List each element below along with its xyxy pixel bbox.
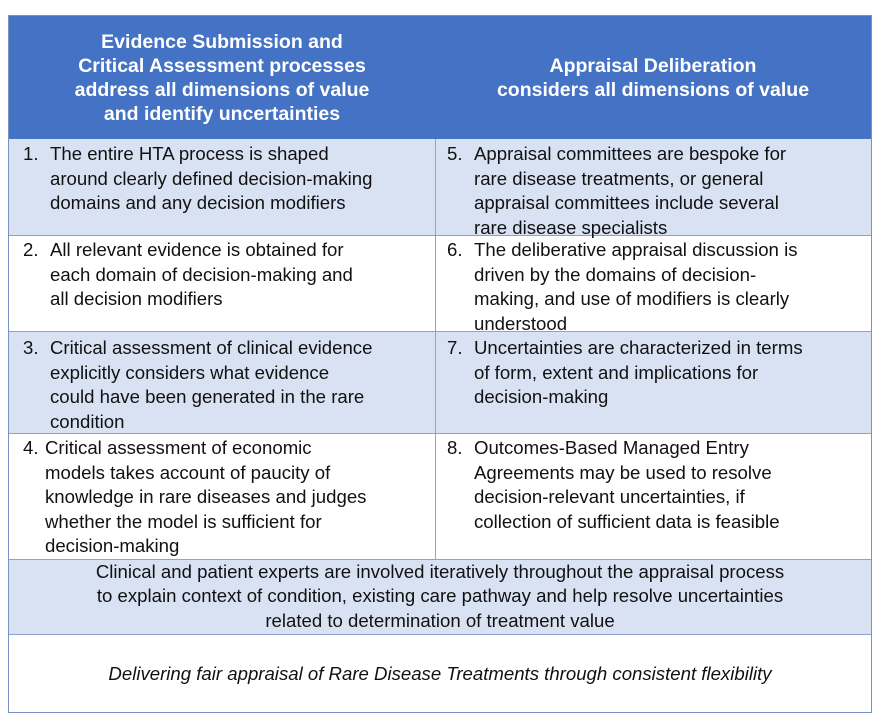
note-line: related to determination of treatment value	[265, 609, 615, 631]
header-appraisal-deliberation	[435, 16, 871, 139]
item-text-line: whether the model is sufficient for	[45, 510, 322, 532]
list-item-3	[23, 336, 429, 432]
item-text-line: rare disease specialists	[474, 216, 668, 238]
item-text-line: condition	[50, 410, 125, 432]
item-text-line: decision-making	[45, 535, 180, 556]
framework-table	[8, 15, 872, 713]
list-item-7	[447, 336, 867, 432]
item-number: 1.	[23, 143, 39, 164]
list-item-1	[23, 142, 429, 232]
item-number: 7.	[447, 337, 463, 358]
item-text-line: Critical assessment of economic	[45, 437, 312, 458]
header-line: Critical Assessment processes	[78, 54, 366, 77]
item-text-line: could have been generated in the rare	[50, 386, 365, 407]
item-text-line: Agreements may be used to resolve	[474, 461, 772, 483]
expert-involvement-note	[9, 559, 871, 634]
item-text-line: All relevant evidence is obtained for	[50, 239, 344, 260]
note-line: to explain context of condition, existing care pathway and help resolve uncertainties	[96, 585, 784, 607]
item-number: 6.	[447, 239, 463, 260]
header-line: Evidence Submission and	[101, 30, 343, 53]
list-item-8	[447, 436, 867, 558]
list-item-2	[23, 238, 429, 328]
item-text-line: domains and any decision modifiers	[50, 192, 346, 213]
header-line: Appraisal Deliberation	[549, 54, 757, 77]
item-text-line: driven by the domains of decision-	[474, 263, 757, 285]
item-text-line: decision-making	[474, 386, 609, 407]
item-number: 5.	[447, 143, 463, 164]
list-item-6	[447, 238, 867, 334]
header-line: and identify uncertainties	[103, 102, 341, 125]
header-evidence-submission	[9, 16, 435, 139]
item-number: 4.	[23, 437, 39, 458]
item-text-line: Uncertainties are characterized in terms	[474, 337, 803, 358]
list-item-4	[23, 436, 429, 558]
item-text-line: making, and use of modifiers is clearly	[474, 288, 790, 309]
item-text-line: of form, extent and implications for	[474, 361, 759, 383]
item-text-line: knowledge in rare diseases and judges	[45, 486, 367, 507]
item-number: 2.	[23, 239, 39, 260]
item-text-line: collection of sufficient data is feasible	[474, 510, 780, 532]
item-text-line: The deliberative appraisal discussion is	[474, 239, 798, 260]
item-text-line: all decision modifiers	[50, 288, 223, 309]
note-line: Clinical and patient experts are involved iteratively throughout the appraisal process	[95, 560, 785, 582]
tagline: Delivering fair appraisal of Rare Disease Treatments through consistent flexibility	[108, 662, 772, 684]
item-text-line: decision-relevant uncertainties, if	[474, 486, 745, 507]
item-text-line: Critical assessment of clinical evidence	[50, 337, 373, 358]
item-text-line: each domain of decision-making and	[50, 263, 353, 285]
item-number: 8.	[447, 437, 463, 458]
item-number: 3.	[23, 337, 39, 358]
list-item-5	[447, 142, 867, 238]
item-text-line: rare disease treatments, or general	[474, 167, 764, 189]
item-text-line: explicitly considers what evidence	[50, 361, 330, 383]
item-text-line: around clearly defined decision-making	[50, 167, 373, 189]
header-line: considers all dimensions of value	[496, 78, 810, 101]
item-text-line: Appraisal committees are bespoke for	[474, 143, 787, 164]
header-line: address all dimensions of value	[74, 78, 370, 101]
item-text-line: Outcomes-Based Managed Entry	[474, 437, 749, 458]
item-text-line: The entire HTA process is shaped	[50, 143, 329, 164]
column-divider	[435, 139, 436, 559]
item-text-line: appraisal committees include several	[474, 192, 779, 213]
item-text-line: models takes account of paucity of	[45, 461, 331, 483]
item-text-line: understood	[474, 312, 568, 334]
